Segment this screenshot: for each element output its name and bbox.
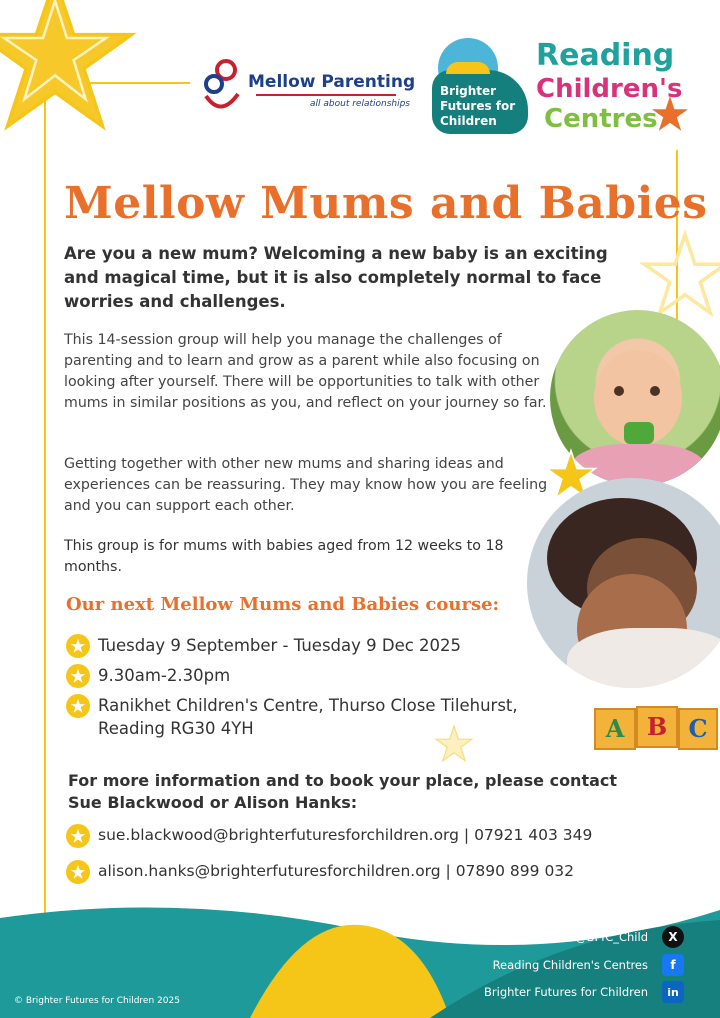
orange-star-icon [650, 94, 690, 134]
course-venue-item [66, 694, 566, 740]
x-twitter-icon[interactable]: X [662, 926, 684, 948]
block-c: C [678, 708, 718, 750]
mellow-logo-name: Mellow Parenting [248, 72, 416, 92]
course-time-item [66, 664, 230, 688]
course-venue: Ranikhet Children's Centre, Thurso Close Tilehurst, Reading RG30 4YH [98, 696, 518, 738]
bffc-logo-text: Brighter Futures for Children [440, 84, 516, 128]
course-heading: Our next Mellow Mums and Babies course: [66, 594, 500, 615]
rcc-logo-line1: Reading [536, 38, 675, 73]
mother-baby-photo [527, 478, 720, 688]
facebook-page[interactable]: Reading Children's Centres [492, 958, 648, 972]
contact-alison [66, 860, 574, 884]
star-bullet-icon [66, 824, 90, 848]
course-dates-item [66, 634, 461, 658]
contact-alison-details[interactable]: alison.hanks@brighterfuturesforchildren.org | 07890 899 032 [98, 862, 575, 880]
facebook-icon[interactable]: f [662, 954, 684, 976]
reading-childrens-centres-logo [534, 38, 704, 138]
mellow-parenting-logo [196, 56, 416, 116]
star-bullet-icon [66, 860, 90, 884]
page-title: Mellow Mums and Babies [64, 178, 708, 229]
star-bullet-icon [66, 664, 90, 688]
intro-paragraph: This 14-session group will help you manage the challenges of parenting and to learn and grow as a parent while also focusing on looking after yourself. There will be opportunities to talk with other mums in similar positions as you, and reflect on your journey so far. [64, 332, 547, 411]
contact-sue [66, 824, 592, 848]
bffc-logo [432, 38, 528, 134]
linkedin-page[interactable]: Brighter Futures for Children [484, 985, 648, 999]
block-b: B [636, 706, 678, 748]
course-time: 9.30am-2.30pm [98, 666, 231, 685]
contact-heading: For more information and to book your place, please contact Sue Blackwood or Alison Hanks: [68, 771, 618, 812]
rcc-logo-line3: Centres [544, 104, 658, 134]
contact-sue-details[interactable]: sue.blackwood@brighterfuturesforchildren.org | 07921 403 349 [98, 826, 593, 844]
linkedin-icon[interactable]: in [662, 981, 684, 1003]
block-a: A [594, 708, 636, 750]
course-dates: Tuesday 9 September - Tuesday 9 Dec 2025 [98, 636, 462, 655]
star-bullet-icon [66, 634, 90, 658]
abc-blocks [594, 706, 720, 750]
star-decoration-icon [0, 0, 140, 140]
frame-line-left [44, 90, 46, 920]
twitter-handle[interactable]: @BFfC_Child [575, 930, 648, 944]
mellow-logo-icon [196, 56, 246, 116]
support-paragraph: Getting together with other new mums and sharing ideas and experiences can be reassuring. They may know how you are feeling and you can support each other. [64, 456, 548, 514]
star-outline-icon [640, 230, 720, 320]
rcc-logo-line2: Children's [536, 74, 683, 104]
mellow-logo-tagline: all about relationships [310, 99, 410, 109]
lead-text: Are you a new mum? Welcoming a new baby is an exciting and magical time, but it is also completely normal to face worries and challenges. [64, 244, 608, 311]
star-bullet-icon [66, 694, 90, 718]
copyright: © Brighter Futures for Children 2025 [14, 996, 180, 1006]
eligibility-paragraph: This group is for mums with babies aged from 12 weeks to 18 months. [64, 538, 504, 575]
